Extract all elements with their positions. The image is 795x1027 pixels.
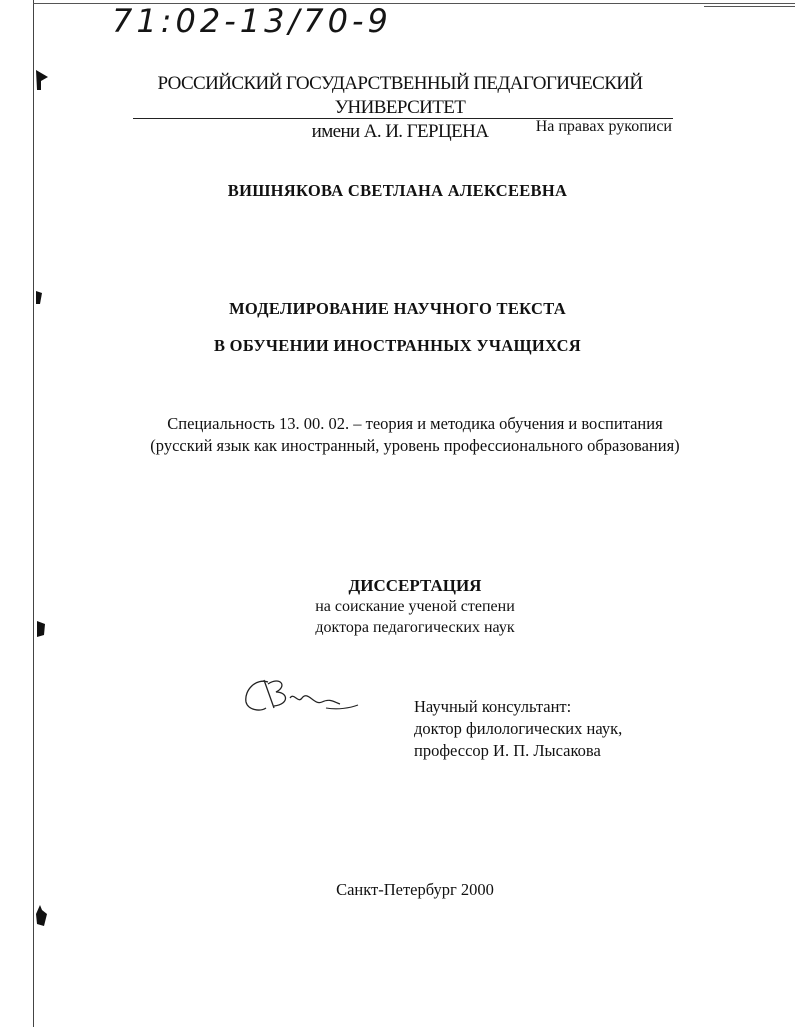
title-line-1: МОДЕЛИРОВАНИЕ НАУЧНОГО ТЕКСТА — [229, 299, 566, 318]
specialty — [0, 413, 795, 457]
specialty-line-2: (русский язык как иностранный, уровень профессионального образования) — [150, 436, 680, 455]
rights-note: На правах рукописи — [535, 118, 672, 135]
degree-line-2: доктора педагогических наук — [315, 619, 515, 636]
thesis-type — [0, 575, 795, 638]
punch-hole-mark — [35, 68, 51, 92]
advisor-degree: доктор филологических наук, — [414, 719, 623, 738]
thesis-title — [0, 290, 795, 364]
punch-hole-mark — [35, 904, 49, 928]
title-line-2: В ОБУЧЕНИИ ИНОСТРАННЫХ УЧАЩИХСЯ — [213, 336, 582, 355]
scan-edge-left — [33, 0, 34, 1027]
advisor-label: Научный консультант: — [414, 697, 572, 716]
city-year: Санкт-Петербург 2000 — [336, 880, 494, 899]
advisor-block — [414, 696, 622, 762]
university-named-after: имени А. И. ГЕРЦЕНА — [311, 121, 489, 142]
degree-line-1: на соискание ученой степени — [315, 598, 515, 615]
advisor-name: профессор И. П. Лысакова — [414, 741, 601, 760]
university-name: РОССИЙСКИЙ ГОСУДАРСТВЕННЫЙ ПЕДАГОГИЧЕСКИЙ УНИВЕРСИТЕТ — [157, 73, 643, 118]
archive-code: 71:02-13/70-9 — [112, 2, 392, 40]
specialty-line-1: Специальность 13. 00. 02. – теория и методика обучения и воспитания — [167, 414, 663, 433]
author-name: ВИШНЯКОВА СВЕТЛАНА АЛЕКСЕЕВНА — [227, 181, 568, 200]
thesis-heading: ДИССЕРТАЦИЯ — [348, 576, 482, 595]
signature — [238, 672, 363, 725]
scan-corner-box — [704, 0, 795, 7]
